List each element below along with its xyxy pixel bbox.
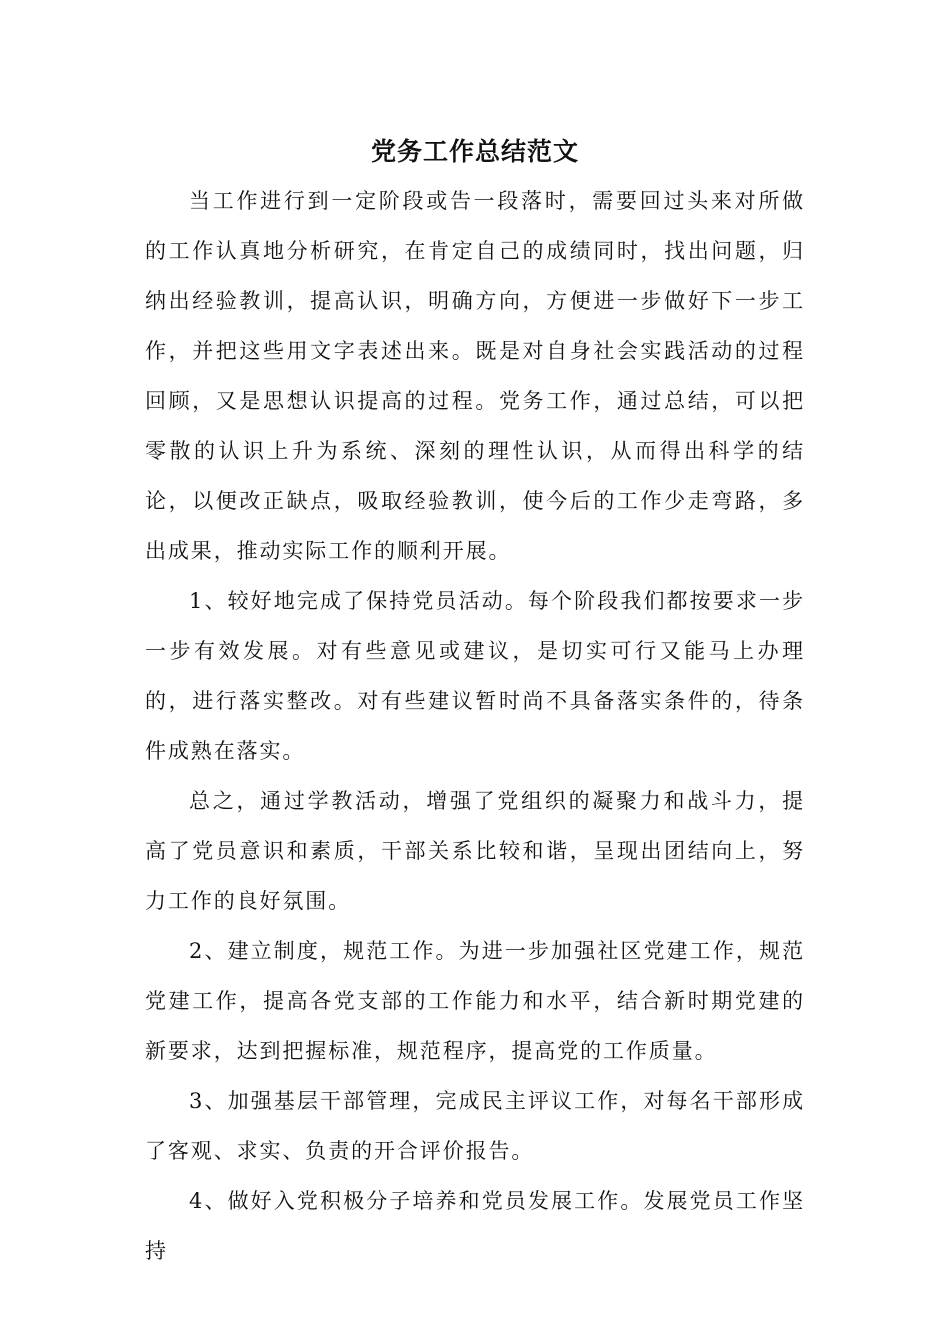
document-title: 党务工作总结范文: [370, 137, 579, 166]
paragraph-item-2: 2、建立制度，规范工作。为进一步加强社区党建工作，规范党建工作，提高各党支部的工作能力和水平，结合新时期党建的新要求，达到把握标准，规范程序，提高党的工作质量。: [145, 939, 805, 1063]
paragraph-summary: 总之，通过学教活动，增强了党组织的凝聚力和战斗力，提高了党员意识和素质，干部关系比较和谐，呈现出团结向上，努力工作的良好氛围。: [145, 789, 805, 913]
paragraph-item-3: 3、加强基层干部管理，完成民主评议工作，对每名干部形成了客观、求实、负责的开合评价报告。: [145, 1089, 805, 1163]
paragraph-item-4: 4、做好入党积极分子培养和党员发展工作。发展党员工作坚持: [145, 1189, 805, 1263]
paragraph-intro: 当工作进行到一定阶段或告一段落时，需要回过头来对所做的工作认真地分析研究，在肯定自己的成绩同时，找出问题，归纳出经验教训，提高认识，明确方向，方便进一步做好下一步工作，并把这些用文字表述出来。既是对自身社会实践活动的过程回顾，又是思想认识提高的过程。党务工作，通过总结，可以把零散的认识上升为系统、深刻的理性认识，从而得出科学的结论，以便改正缺点，吸取经验教训，使今后的工作少走弯路，多出成果，推动实际工作的顺利开展。: [145, 189, 805, 563]
paragraph-item-1: 1、较好地完成了保持党员活动。每个阶段我们都按要求一步一步有效发展。对有些意见或建议，是切实可行又能马上办理的，进行落实整改。对有些建议暂时尚不具备落实条件的，待条件成熟在落实。: [145, 589, 805, 763]
